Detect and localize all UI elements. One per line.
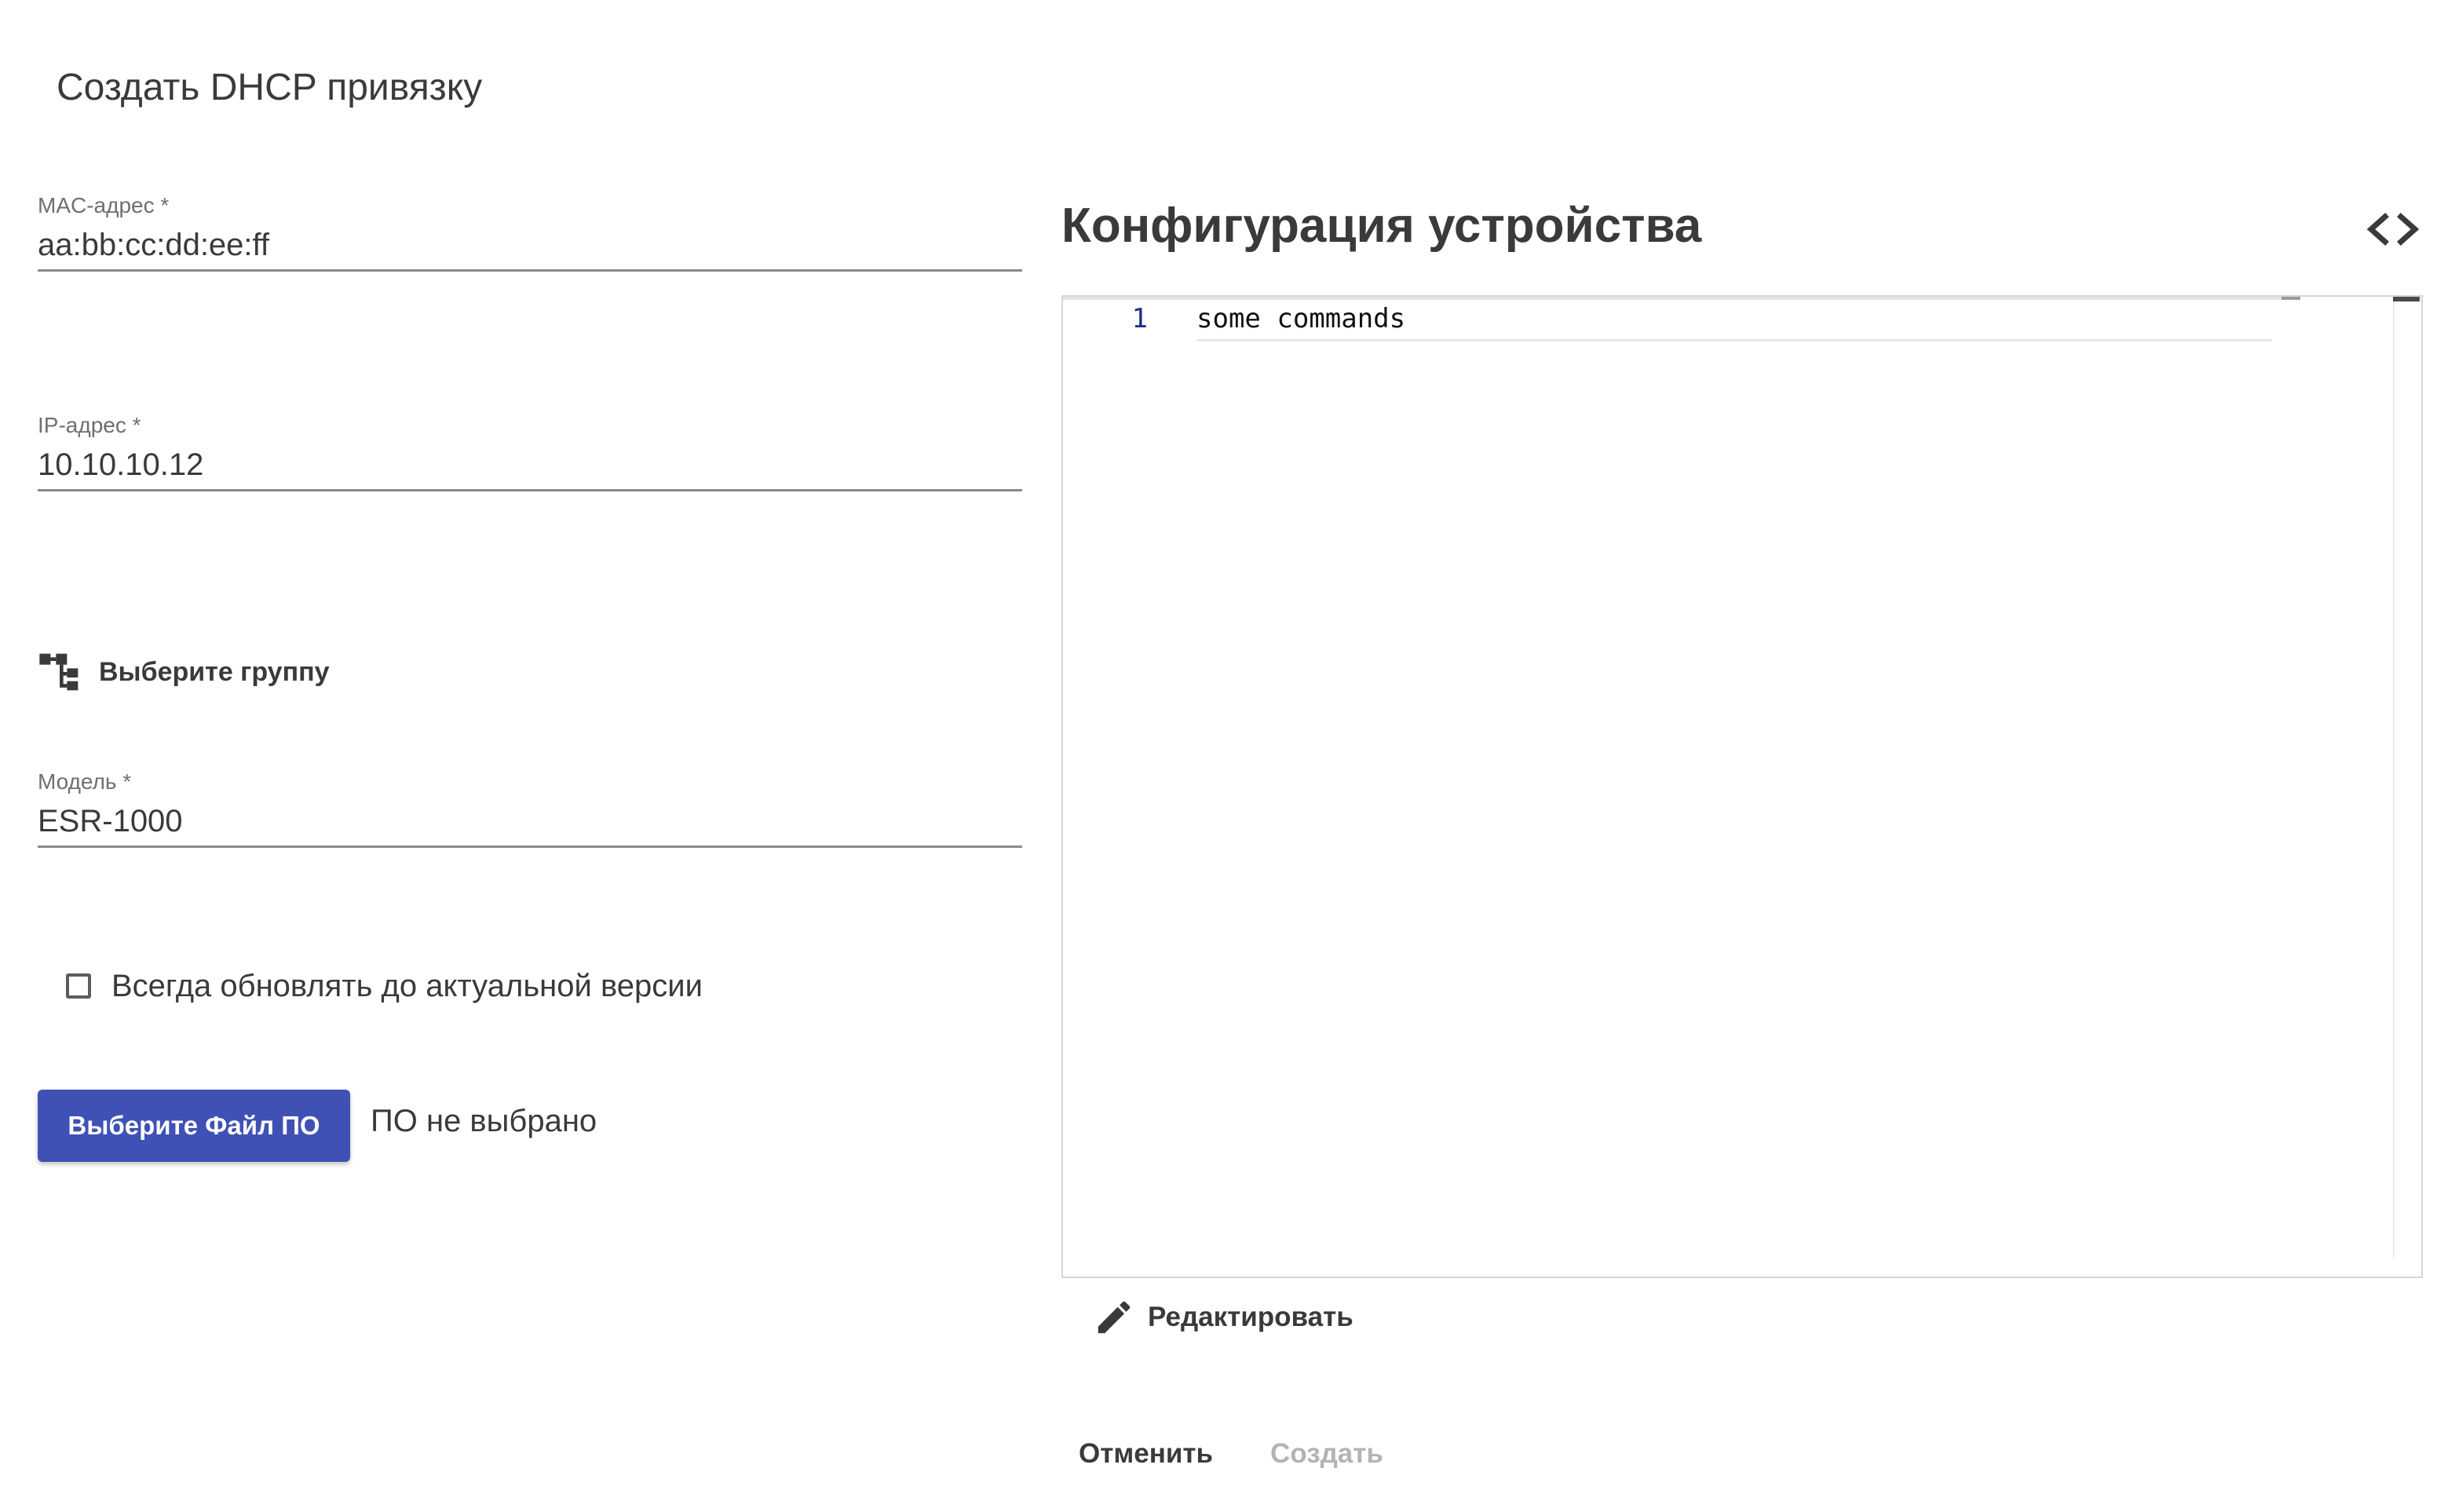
firmware-status: ПО не выбрано	[371, 1104, 597, 1138]
mac-address-input[interactable]	[38, 221, 1022, 272]
always-update-label: Всегда обновлять до актуальной версии	[111, 968, 703, 1003]
ip-address-label: IP-адрес *	[38, 413, 141, 437]
config-title: Конфигурация устройства	[1061, 199, 1702, 253]
cancel-button[interactable]: Отменить	[1079, 1430, 1213, 1477]
mac-address-label: MAC-адрес *	[38, 193, 170, 217]
edit-config-button[interactable]	[1093, 1295, 1354, 1339]
pencil-icon	[1093, 1296, 1135, 1339]
code-line[interactable]: some commands	[1196, 303, 2272, 341]
model-label: Модель *	[38, 769, 132, 794]
select-group-label: Выберите группу	[99, 656, 330, 687]
select-group-button[interactable]	[38, 648, 330, 696]
editor-scrollbar-track[interactable]	[2393, 297, 2395, 1258]
mac-address-field	[38, 193, 1022, 287]
editor-minimap-mark	[2281, 297, 2300, 300]
ip-address-field	[38, 413, 1022, 507]
dialog-title: Создать DHCP привязку	[57, 67, 483, 108]
always-update-checkbox-row[interactable]	[66, 964, 703, 1008]
code-view-toggle[interactable]	[2362, 206, 2424, 253]
edit-config-label: Редактировать	[1148, 1302, 1354, 1332]
config-editor[interactable]	[1061, 295, 2423, 1278]
model-field	[38, 769, 1022, 864]
code-icon	[2362, 206, 2424, 253]
create-button[interactable]: Создать	[1270, 1430, 1383, 1477]
always-update-checkbox[interactable]	[66, 973, 91, 999]
editor-top-border	[1063, 297, 2285, 300]
group-tree-icon	[38, 650, 82, 694]
line-number: 1	[1131, 303, 1148, 334]
select-firmware-button[interactable]: Выберите Файл ПО	[38, 1090, 350, 1162]
editor-scrollbar-thumb[interactable]	[2393, 297, 2420, 301]
ip-address-input[interactable]	[38, 441, 1022, 491]
model-input[interactable]	[38, 798, 1022, 848]
